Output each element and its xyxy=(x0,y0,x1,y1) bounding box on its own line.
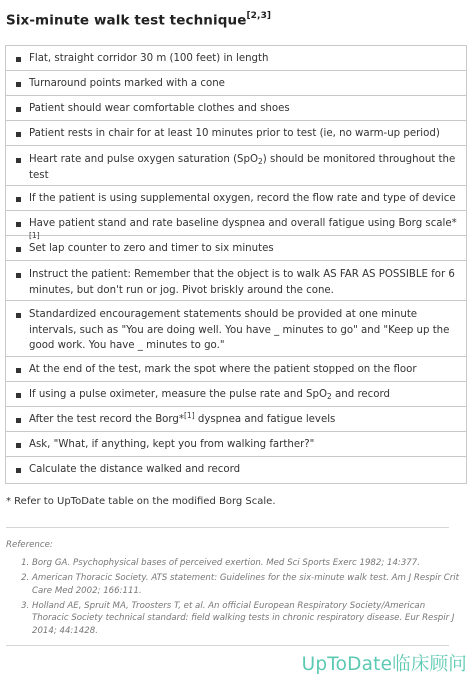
step-text xyxy=(29,191,456,207)
page-title xyxy=(6,12,271,29)
step-row xyxy=(6,146,466,186)
step-text-part: Standardized encouragement statements should be provided at one minute intervals, such as "You are doing well. You have _ minutes to go" and "Keep up the good work. You have _ minutes to go." xyxy=(29,309,450,351)
page-title-text: Six-minute walk test technique xyxy=(6,12,247,29)
step-text xyxy=(29,437,314,453)
divider xyxy=(6,527,449,528)
bullet-icon xyxy=(16,273,21,278)
step-text-part: If using a pulse oximeter, measure the pulse rate and SpO xyxy=(29,389,328,400)
step-text-part: If the patient is using supplemental oxygen, record the flow rate and type of device xyxy=(29,193,456,204)
step-row xyxy=(6,186,466,211)
bullet-icon xyxy=(16,247,21,252)
step-text xyxy=(29,51,268,67)
subscript: 2 xyxy=(327,392,332,401)
step-text xyxy=(29,362,417,378)
bullet-icon xyxy=(16,393,21,398)
subscript: 2 xyxy=(258,157,263,166)
step-text-part: Calculate the distance walked and record xyxy=(29,464,241,475)
step-text-part: Turnaround points marked with a cone xyxy=(29,78,225,89)
step-text xyxy=(29,152,460,183)
step-text xyxy=(29,412,335,428)
bullet-icon xyxy=(16,222,21,227)
step-row xyxy=(6,261,466,301)
step-text-part: After the test record the Borg* xyxy=(29,414,184,425)
step-text-part: Have patient stand and rate baseline dyspnea and overall fatigue using Borg scale* xyxy=(29,218,457,229)
step-row xyxy=(6,211,466,240)
bullet-icon xyxy=(16,57,21,62)
step-row xyxy=(6,432,466,457)
title-citation[interactable]: [2,3] xyxy=(246,11,272,21)
step-text-part: At the end of the test, mark the spot where the patient stopped on the floor xyxy=(29,364,417,375)
step-text-part: dyspnea and fatigue levels xyxy=(194,414,336,425)
step-text-part: and record xyxy=(331,389,390,400)
bullet-icon xyxy=(16,418,21,423)
footnote: * Refer to UpToDate table on the modified Borg Scale. xyxy=(6,496,276,507)
step-row xyxy=(6,46,466,71)
step-text-part: Ask, "What, if anything, kept you from walking farther?" xyxy=(29,439,315,450)
bullet-icon xyxy=(16,443,21,448)
step-text xyxy=(29,101,290,117)
reference-item: 3. Holland AE, Spruit MA, Troosters T, et al. An official European Respiratory Society/American Thoracic Society technical standard: field walking tests in chronic respiratory disease. Eur Respir J 2014; 44:1428. xyxy=(32,600,462,638)
step-row xyxy=(6,382,466,407)
step-row xyxy=(6,407,466,432)
citation-link[interactable]: [1] xyxy=(29,230,40,240)
bullet-icon xyxy=(16,158,21,163)
step-text xyxy=(29,307,460,354)
bullet-icon xyxy=(16,132,21,137)
citation-link[interactable]: [1] xyxy=(184,411,195,420)
step-text-part: Heart rate and pulse oxygen saturation (SpO xyxy=(29,154,259,165)
divider-bottom xyxy=(6,645,449,646)
step-row xyxy=(6,457,466,483)
step-text xyxy=(29,241,274,257)
step-text xyxy=(29,126,440,142)
step-text-part: Flat, straight corridor 30 m (100 feet) in length xyxy=(29,53,269,64)
step-text-part: ) should be monitored throughout the test xyxy=(29,154,456,181)
step-row xyxy=(6,121,466,146)
step-text-part: Patient rests in chair for at least 10 minutes prior to test (ie, no warm-up period) xyxy=(29,128,440,139)
step-text-part: Patient should wear comfortable clothes and shoes xyxy=(29,103,290,114)
uptodate-watermark: UpToDate临床顾问 xyxy=(301,654,467,675)
bullet-icon xyxy=(16,468,21,473)
reference-label: Reference: xyxy=(6,540,53,550)
step-text xyxy=(29,76,225,92)
reference-item: 1. Borg GA. Psychophysical bases of perceived exertion. Med Sci Sports Exerc 1982; 14:377. xyxy=(32,557,462,570)
bullet-icon xyxy=(16,82,21,87)
step-text-part: Instruct the patient: Remember that the object is to walk AS FAR AS POSSIBLE for 6 minutes, but don't run or jog. Pivot briskly around the cone. xyxy=(29,269,455,296)
steps-table xyxy=(5,45,467,484)
step-text xyxy=(29,462,240,478)
step-text xyxy=(29,267,460,298)
reference-item: 2. American Thoracic Society. ATS statement: Guidelines for the six-minute walk test. Am J Respir Crit Care Med 2002; 166:111. xyxy=(32,572,462,597)
step-row xyxy=(6,357,466,382)
reference-list xyxy=(20,557,462,640)
step-text-part: Set lap counter to zero and timer to six minutes xyxy=(29,243,274,254)
step-text xyxy=(29,387,390,403)
bullet-icon xyxy=(16,197,21,202)
bullet-icon xyxy=(16,368,21,373)
step-row xyxy=(6,301,466,357)
step-row xyxy=(6,71,466,96)
bullet-icon xyxy=(16,107,21,112)
bullet-icon xyxy=(16,313,21,318)
step-row xyxy=(6,96,466,121)
